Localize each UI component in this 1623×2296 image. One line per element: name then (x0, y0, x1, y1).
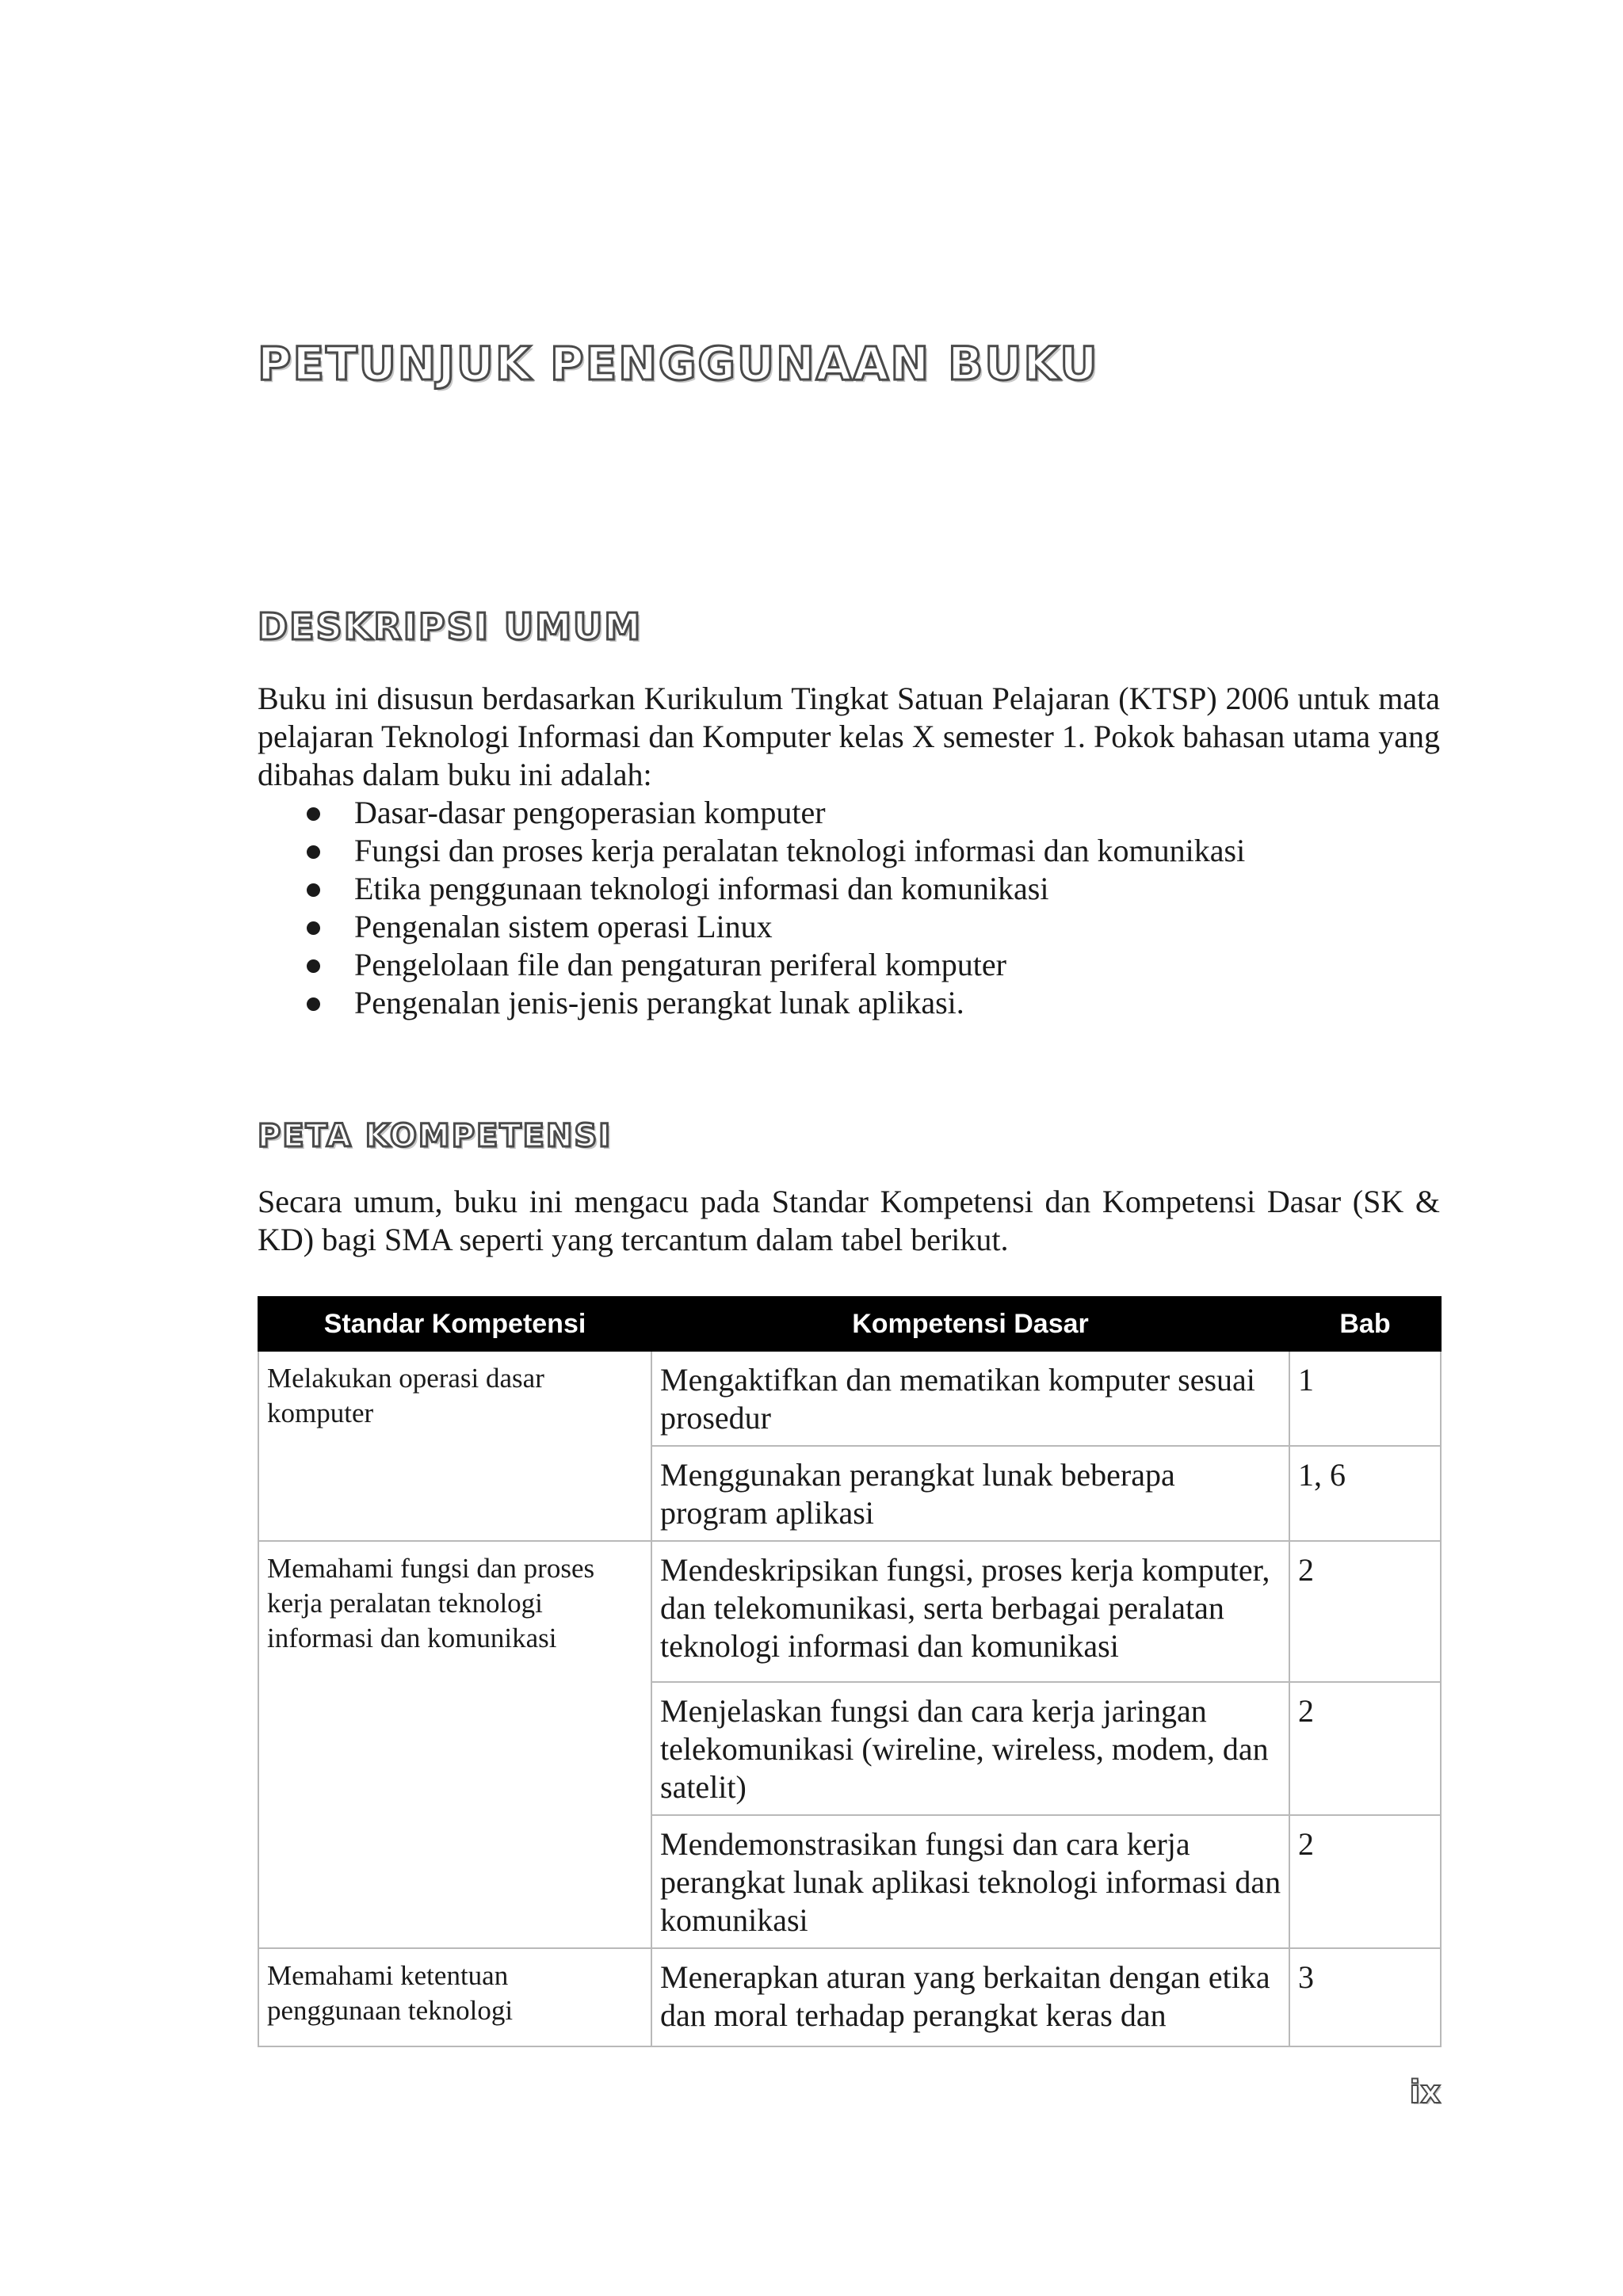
list-item-text: Pengenalan sistem operasi Linux (354, 909, 773, 944)
header-standar-kompetensi: Standar Kompetensi (258, 1297, 651, 1351)
bab-cell: 2 (1289, 1541, 1441, 1682)
table-row (258, 1541, 1441, 1682)
bab-cell: 1 (1289, 1351, 1441, 1446)
list-item (307, 832, 1245, 870)
sk-cell: Memahami ketentuan penggunaan teknologi (258, 1948, 651, 2046)
bab-cell: 1, 6 (1289, 1446, 1441, 1541)
bullet-icon (307, 845, 320, 859)
bullet-icon (307, 883, 320, 897)
kd-cell: Menjelaskan fungsi dan cara kerja jaringan telekomunikasi (wireline, wireless, modem, dan satelit) (651, 1682, 1289, 1815)
header-bab: Bab (1289, 1297, 1441, 1351)
table-row (258, 1948, 1441, 2046)
table-row (258, 1351, 1441, 1446)
list-item (307, 946, 1245, 984)
kd-cell: Menggunakan perangkat lunak beberapa program aplikasi (651, 1446, 1289, 1541)
section-heading-description: DESKRIPSI UMUM (258, 605, 643, 648)
list-item-text: Etika penggunaan teknologi informasi dan komunikasi (354, 871, 1049, 906)
bab-cell: 3 (1289, 1948, 1441, 2046)
list-item (307, 908, 1245, 946)
bab-cell: 2 (1289, 1682, 1441, 1815)
list-item-text: Fungsi dan proses kerja peralatan teknologi informasi dan komunikasi (354, 833, 1246, 868)
bullet-icon (307, 807, 320, 821)
sk-cell: Melakukan operasi dasar komputer (258, 1351, 651, 1541)
list-item-text: Dasar-dasar pengoperasian komputer (354, 795, 826, 830)
table-header-row (258, 1297, 1441, 1351)
kd-cell: Mendeskripsikan fungsi, proses kerja komputer, dan telekomunikasi, serta berbagai peralatan teknologi informasi dan komunikasi (651, 1541, 1289, 1682)
list-item (307, 870, 1245, 908)
bullet-icon (307, 921, 320, 935)
bullet-icon (307, 997, 320, 1011)
competency-paragraph: Secara umum, buku ini mengacu pada Standar Kompetensi dan Kompetensi Dasar (SK & KD) bagi SMA seperti yang tercantum dalam tabel berikut. (258, 1184, 1440, 1257)
list-item (307, 984, 1245, 1022)
topic-list (307, 794, 1245, 1022)
sk-cell: Memahami fungsi dan proses kerja peralatan teknologi informasi dan komunikasi (258, 1541, 651, 1948)
kd-cell: Mengaktifkan dan mematikan komputer sesuai prosedur (651, 1351, 1289, 1446)
bullet-icon (307, 959, 320, 973)
kd-cell: Menerapkan aturan yang berkaitan dengan etika dan moral terhadap perangkat keras dan (651, 1948, 1289, 2046)
competency-table (258, 1296, 1442, 2047)
list-item-text: Pengelolaan file dan pengaturan periferal komputer (354, 947, 1006, 982)
bab-cell: 2 (1289, 1815, 1441, 1948)
description-paragraph: Buku ini disusun berdasarkan Kurikulum Tingkat Satuan Pelajaran (KTSP) 2006 untuk mata pelajaran Teknologi Informasi dan Komputer kelas X semester 1. Pokok bahasan utama yang dibahas dalam buku ini adalah: (258, 681, 1440, 792)
list-item (307, 794, 1245, 832)
header-kompetensi-dasar: Kompetensi Dasar (651, 1297, 1289, 1351)
page-number: ix (1409, 2074, 1441, 2111)
kd-cell: Mendemonstrasikan fungsi dan cara kerja perangkat lunak aplikasi teknologi informasi dan komunikasi (651, 1815, 1289, 1948)
section-heading-competency-map: PETA KOMPETENSI (258, 1118, 613, 1154)
page-title: PETUNJUK PENGGUNAAN BUKU (258, 337, 1099, 391)
list-item-text: Pengenalan jenis-jenis perangkat lunak aplikasi. (354, 985, 964, 1020)
